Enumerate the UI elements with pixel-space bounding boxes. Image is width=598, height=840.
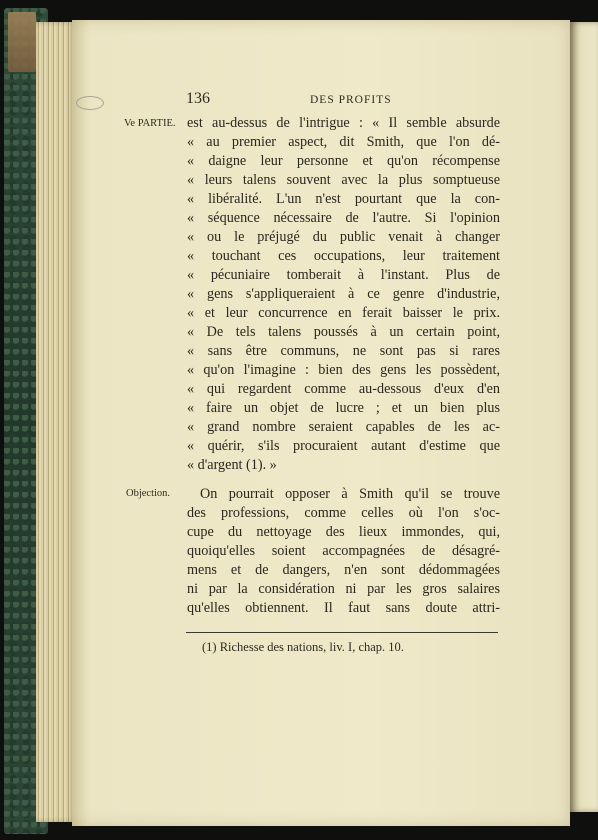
text-line: est au-dessus de l'intrigue : « Il semble absurde xyxy=(187,115,500,131)
margin-note-objection: Objection. xyxy=(126,488,171,499)
text-line: « ou le préjugé du public venait à changer xyxy=(187,229,500,245)
text-line: « séquence nécessaire de l'autre. Si l'opinion xyxy=(187,210,500,226)
text-line: « gens s'appliqueraient à ce genre d'industrie, xyxy=(187,286,500,302)
text-line: des professions, comme celles où l'on s'oc- xyxy=(187,505,500,521)
text-line: « grand nombre seraient capables de les ac- xyxy=(187,419,500,435)
text-line: « touchant ces occupations, leur traitement xyxy=(187,248,500,264)
text-line: mens et de dangers, n'en sont dédommagées xyxy=(187,562,500,578)
text-line: On pourrait opposer à Smith qu'il se trouve xyxy=(200,486,500,502)
text-line: « qui regardent comme au-dessous d'eux d'en xyxy=(187,381,500,397)
text-line: ni par la considération ni par les gros salaires xyxy=(187,581,500,597)
text-line: « De tels talens poussés à un certain point, xyxy=(187,324,500,340)
footnote-rule xyxy=(186,632,498,633)
text-line: « faire un objet de lucre ; et un bien plus xyxy=(187,400,500,416)
text-line: « sans être communs, ne sont pas si rares xyxy=(187,343,500,359)
text-line: « qu'on l'imagine : bien des gens les possèdent, xyxy=(187,362,500,378)
text-line: « et leur concurrence en ferait baisser le prix. xyxy=(187,305,500,321)
text-line: « au premier aspect, dit Smith, que l'on dé- xyxy=(187,134,500,150)
facing-page-edge xyxy=(570,22,598,812)
text-line: « libéralité. L'un n'est pourtant que la con- xyxy=(187,191,500,207)
page-edges xyxy=(36,22,76,822)
margin-note-part: Ve PARTIE. xyxy=(124,118,176,129)
running-title: DES PROFITS xyxy=(310,94,392,106)
leather-corner xyxy=(8,12,36,72)
text-line: « pécuniaire tomberait à l'instant. Plus de xyxy=(187,267,500,283)
footnote: (1) Richesse des nations, liv. I, chap. 10. xyxy=(202,640,404,654)
text-line: « daigne leur personne et qu'on récompense xyxy=(187,153,500,169)
page-number: 136 xyxy=(186,90,210,107)
text-line: qu'elles obtiennent. Il faut sans doute attri- xyxy=(187,600,500,616)
pencil-mark xyxy=(76,96,104,110)
text-line: « d'argent (1). » xyxy=(187,457,277,473)
text-line: quoiqu'elles soient accompagnées de désagré- xyxy=(187,543,500,559)
text-line: « leurs talens souvent avec la plus somptueuse xyxy=(187,172,500,188)
text-line: cupe du nettoyage des lieux immondes, qui, xyxy=(187,524,500,540)
text-line: « quérir, s'ils procuraient autant d'estime que xyxy=(187,438,500,454)
